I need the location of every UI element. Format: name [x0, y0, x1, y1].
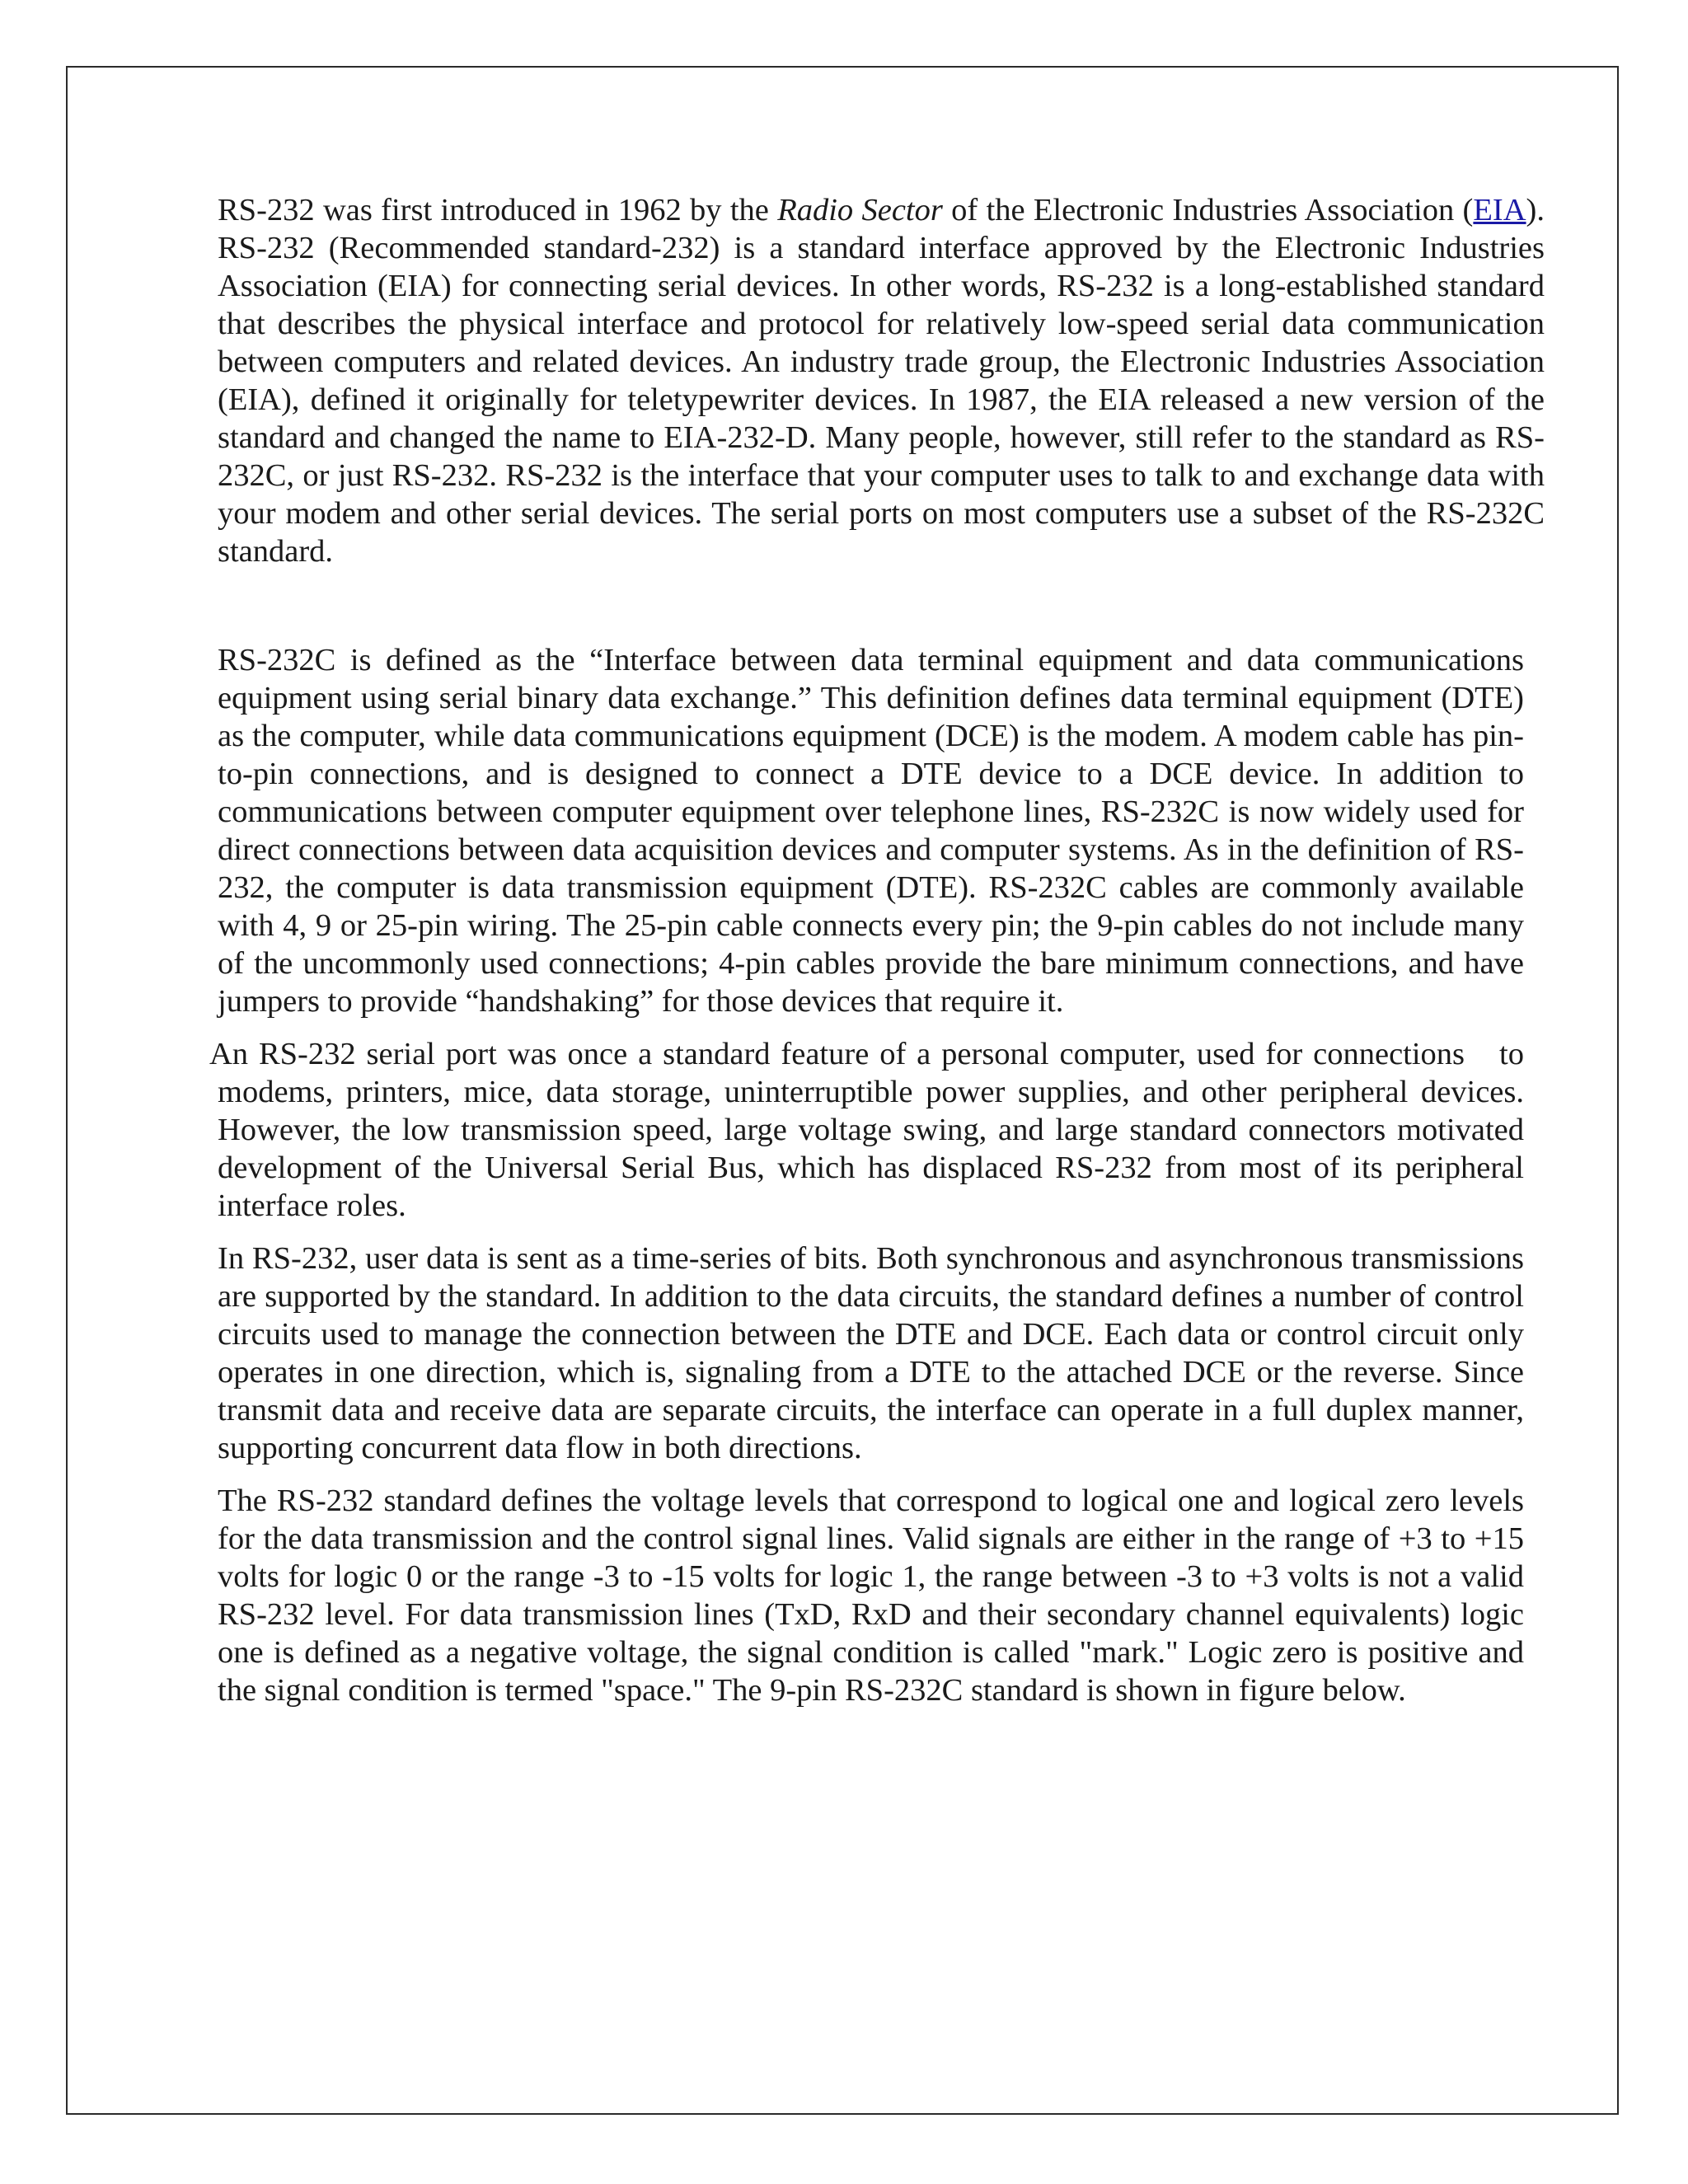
radio-sector-italic: Radio Sector [777, 193, 943, 227]
paragraph-serial-port [209, 1035, 1524, 1225]
p1-after-italic: of the Electronic Industries Association ( [942, 193, 1474, 227]
p3-lead: An RS-232 serial port was once a standard feature of a personal computer, used for connections [209, 1037, 1465, 1071]
paragraph-rs232c-definition: RS-232C is defined as the “Interface between data terminal equipment and data communications equipment using serial binary data exchange.” This definition defines data terminal equipment (DTE) as the computer, while data communications equipment (DCE) is the modem. A modem cable has pin-to-pin connections, and is designed to connect a DTE device to a DCE device. In addition to communications between computer equipment over telephone lines, RS-232C is now widely used for direct connections between data acquisition devices and computer systems. As in the definition of RS-232, the computer is data transmission equipment (DTE). RS-232C cables are commonly available with 4, 9 or 25-pin wiring. The 25-pin cable connects every pin; the 9-pin cables do not include many of the uncommonly used connections; 4-pin cables provide the bare minimum connections, and have jumpers to provide “handshaking” for those devices that require it. [218, 643, 1524, 1019]
p1-rest: ). RS-232 (Recommended standard-232) is a standard interface approved by the Electronic Industries Association (EIA) for connecting serial devices. In other words, RS-232 is a long-established standard that describes the physical interface and protocol for relatively low-speed serial data communication between computers and related devices. An industry trade group, the Electronic Industries Association (EIA), defined it originally for teletypewriter devices. In 1987, the EIA released a new version of the standard and changed the name to EIA-232-D. Many people, however, still refer to the standard as RS-232C, or just RS-232. RS-232 is the interface that your computer uses to talk to and exchange data with your modem and other serial devices. The serial ports on most computers use a subset of the RS-232C standard. [218, 193, 1545, 569]
document-body [209, 191, 1545, 1709]
p1-intro: RS-232 was first introduced in 1962 by the [218, 193, 778, 227]
eia-link[interactable]: EIA [1473, 193, 1526, 227]
paragraph-voltage-levels: The RS-232 standard defines the voltage levels that correspond to logical one and logical zero levels for the data transmission and the control signal lines. Valid signals are either in the range of +3 to +15 volts for logic 0 or the range -3 to -15 volts for logic 1, the range between -3 to +3 volts is not a valid RS-232 level. For data transmission lines (TxD, RxD and their secondary channel equivalents) logic one is defined as a negative voltage, the signal condition is called "mark." Logic zero is positive and the signal condition is termed "space." The 9-pin RS-232C standard is shown in figure below. [218, 1483, 1524, 1708]
paragraph-rs232-history [218, 191, 1545, 570]
paragraph-data-transmission: In RS-232, user data is sent as a time-series of bits. Both synchronous and asynchronous transmissions are supported by the standard. In addition to the data circuits, the standard defines a number of control circuits used to manage the connection between the DTE and DCE. Each data or control circuit only operates in one direction, which is, signaling from a DTE to the attached DCE or the reverse. Since transmit data and receive data are separate circuits, the interface can operate in a full duplex manner, supporting concurrent data flow in both directions. [218, 1241, 1524, 1465]
p3-rest: to modems, printers, mice, data storage, uninterruptible power supplies, and other peripheral devices. However, the low transmission speed, large voltage swing, and large standard connectors motivated development of the Universal Serial Bus, which has displaced RS-232 from most of its peripheral interface roles. [218, 1037, 1524, 1223]
